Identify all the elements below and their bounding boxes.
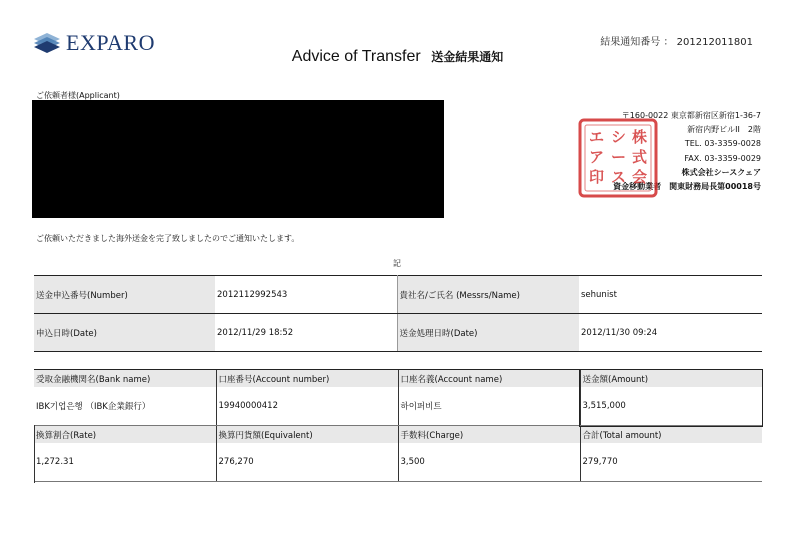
total-amount-value: 279,770 <box>580 443 762 482</box>
sender-tel: TEL. 03-3359-0028 <box>684 139 761 149</box>
title-japanese: 送金結果通知 <box>431 50 504 64</box>
processing-date-value: 2012/11/30 09:24 <box>579 314 762 352</box>
table-left-rule <box>34 425 35 483</box>
rate-label: 換算割合(Rate) <box>34 426 216 444</box>
title-english: Advice of Transfer <box>291 48 421 65</box>
applicant-redaction <box>32 100 444 218</box>
charge-value: 3,500 <box>398 443 580 482</box>
page-title <box>0 48 795 66</box>
bank-name-value: IBK기업은행 （IBK企業銀行） <box>34 387 216 426</box>
name-value: sehunist <box>579 276 762 314</box>
company-seal-stamp <box>578 118 658 198</box>
transfer-info-table <box>34 275 762 352</box>
name-label: 貴社名/ご氏名 (Messrs/Name) <box>397 276 579 314</box>
completion-message: ご依頼いただきました海外送金を完了致しましたのでご通知いたします。 <box>36 234 300 243</box>
number-value: 2012112992543 <box>215 276 397 314</box>
svg-text:株: 株 <box>632 128 648 146</box>
detail-value-row-1 <box>34 387 762 426</box>
info-row-date <box>34 314 762 352</box>
sender-company: 株式会社シースクェア <box>681 167 761 177</box>
sender-license: 資金移動業者 関東財務局長第00018号 <box>613 182 761 192</box>
detail-header-row-1 <box>34 370 762 388</box>
notice-label: 結果通知番号 <box>600 37 661 48</box>
amount-label: 送金額(Amount) <box>580 370 762 388</box>
equivalent-value: 276,270 <box>216 443 398 482</box>
charge-label: 手数料(Charge) <box>398 426 580 444</box>
account-number-label: 口座番号(Account number) <box>216 370 398 388</box>
info-row-number <box>34 276 762 314</box>
svg-text:ス: ス <box>611 168 627 186</box>
bank-name-label: 受取金融機関名(Bank name) <box>34 370 216 388</box>
amount-value: 3,515,000 <box>580 387 762 426</box>
svg-text:会: 会 <box>632 168 648 186</box>
svg-text:エ: エ <box>589 128 605 146</box>
sender-address-1: 東京都新宿区新宿1-36-7 <box>670 111 761 120</box>
detail-header-row-2 <box>34 426 762 444</box>
sender-fax: FAX. 03-3359-0029 <box>684 153 761 163</box>
svg-text:式: 式 <box>632 148 648 166</box>
notice-separator: ： <box>663 37 674 48</box>
applicant-label: ご依頼者様(Applicant) <box>36 91 120 100</box>
transfer-detail-table <box>34 369 762 482</box>
account-number-value: 19940000412 <box>216 387 398 426</box>
processing-date-label: 送金処理日時(Date) <box>397 314 579 352</box>
equivalent-label: 換算円貨額(Equivalent) <box>216 426 398 444</box>
notice-value: 201212011801 <box>676 37 753 48</box>
total-amount-label: 合計(Total amount) <box>580 426 762 444</box>
svg-text:印: 印 <box>589 168 605 186</box>
date-value: 2012/11/29 18:52 <box>215 314 397 352</box>
sender-postal: 〒160-0022 <box>621 111 669 120</box>
sender-address-2: 新宿内野ビルII 2階 <box>687 125 761 135</box>
detail-value-row-2 <box>34 443 762 482</box>
rate-value: 1,272.31 <box>34 443 216 482</box>
date-label: 申込日時(Date) <box>34 314 215 352</box>
number-label: 送金申込番号(Number) <box>34 276 215 314</box>
svg-text:ア: ア <box>589 148 605 166</box>
logo-text: EXPARO <box>66 30 155 55</box>
account-name-label: 口座名義(Account name) <box>398 370 580 388</box>
notice-number <box>600 33 753 48</box>
ki-marker: 記 <box>393 259 401 268</box>
svg-text:シ: シ <box>611 128 627 146</box>
svg-text:ー: ー <box>611 148 627 166</box>
account-name-value: 하이퍼비트 <box>398 387 580 426</box>
